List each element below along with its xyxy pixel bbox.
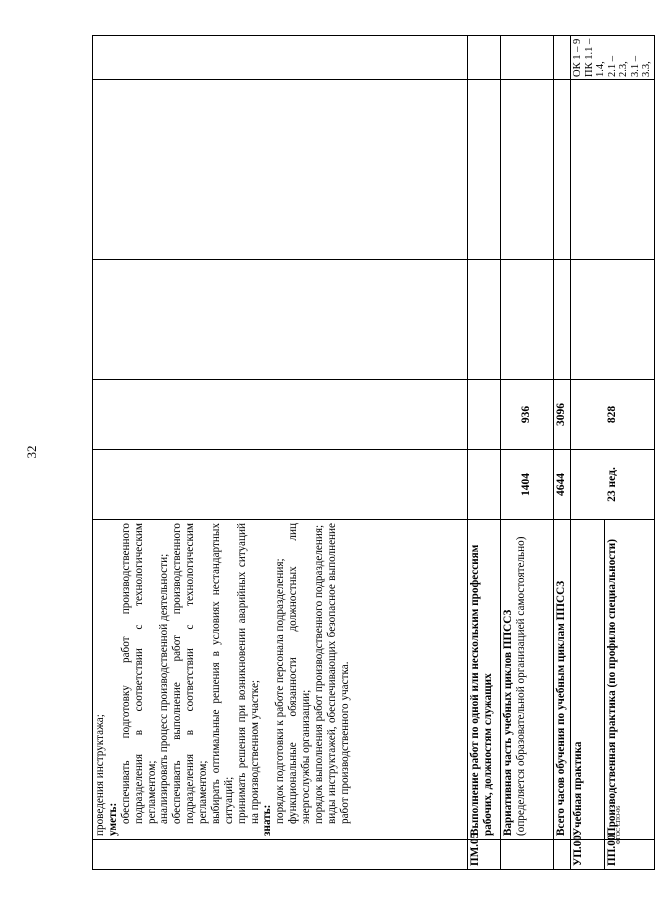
competencies-cell	[93, 36, 468, 80]
hours-total-cell: 4644	[554, 450, 571, 520]
hours-total-cell: 1404	[501, 450, 554, 520]
skill-line: принимать решения при возникновении аварийных ситуаций на производственном участке;	[235, 523, 261, 824]
discipline-name-cell	[571, 80, 655, 260]
hours-total-cell: 23 нед.	[571, 450, 655, 520]
discipline-name-cell	[93, 80, 468, 260]
table-row	[571, 36, 605, 870]
hours-total-cell	[93, 450, 468, 520]
hours-mandatory-cell: 936	[501, 380, 554, 450]
discipline-index-cell	[571, 260, 655, 380]
table-row	[468, 36, 501, 870]
hours-total-cell	[468, 450, 501, 520]
skill-heading: уметь:	[106, 802, 119, 836]
hours-mandatory-cell	[93, 380, 468, 450]
table-row	[554, 36, 571, 870]
discipline-index-cell	[93, 260, 468, 380]
hours-mandatory-cell	[468, 380, 501, 450]
hours-mandatory-cell: 3096	[554, 380, 571, 450]
table-row	[501, 36, 554, 870]
code-cell	[93, 840, 468, 870]
curriculum-table	[92, 35, 655, 870]
code-cell	[554, 840, 571, 870]
skill-heading: знать:	[261, 804, 274, 836]
title-cell	[501, 520, 554, 840]
skill-line: порядок выполнения работ производственного подразделения;	[312, 524, 325, 824]
skill-line: порядок подготовки к работе персонала подразделения;	[274, 558, 287, 824]
code-cell: ПП.00	[605, 840, 655, 870]
skill-line: виды инструктажей, обеспечивающих безопасное выполнение работ производственного участка.	[325, 523, 351, 824]
skill-line: обеспечивать подготовку работ производственного подразделения в соответствии с технологическим регламентом;	[119, 523, 158, 824]
skill-line: проведения инструктажа;	[94, 714, 106, 836]
competencies-cell	[468, 36, 501, 80]
discipline-index-cell	[501, 260, 554, 380]
table-row	[93, 36, 468, 870]
skill-line: обеспечивать выполнение работ производственного подразделения в соответствии с технологическим регламентом;	[171, 523, 209, 824]
title-cell: Учебная практика	[571, 520, 605, 840]
title-cell: Всего часов обучения по учебным циклам ППССЗ	[554, 520, 571, 840]
footer-label: ФГОС СПО-06	[616, 805, 622, 845]
skill-line: анализировать процесс производственной деятельности;	[158, 553, 171, 824]
discipline-name-cell	[468, 80, 501, 260]
competencies-cell: ОК 1 – 9 ПК 1.1 – 1.4, 2.1 – 2.3, 3.1 – 3.3,	[571, 36, 655, 80]
hours-mandatory-cell: 828	[571, 380, 655, 450]
title-text: Вариативная часть учебных циклов ППССЗ	[502, 609, 514, 836]
discipline-index-cell	[554, 260, 571, 380]
code-cell: УП.00	[571, 840, 605, 870]
title-cell: Производственная практика (по профилю специальности)	[605, 520, 655, 840]
code-cell	[501, 840, 554, 870]
note-text: (определяется образовательной организацией самостоятельно)	[514, 536, 527, 836]
discipline-name-cell	[554, 80, 571, 260]
discipline-index-cell	[468, 260, 501, 380]
code-cell: ПМ.05	[468, 840, 501, 870]
page-number: 32	[24, 445, 39, 459]
competencies-cell	[554, 36, 571, 80]
competencies-cell	[501, 36, 554, 80]
skills-cell	[93, 520, 468, 840]
title-cell: Выполнение работ по одной или нескольким профессиям рабочих, должностям служащих	[468, 520, 501, 840]
skill-line: выбирать оптимальные решения в условиях нестандартных ситуаций;	[209, 523, 235, 824]
discipline-name-cell	[501, 80, 554, 260]
skill-line: функциональные обязанности должностных лиц энергослужбы организации;	[287, 523, 312, 824]
